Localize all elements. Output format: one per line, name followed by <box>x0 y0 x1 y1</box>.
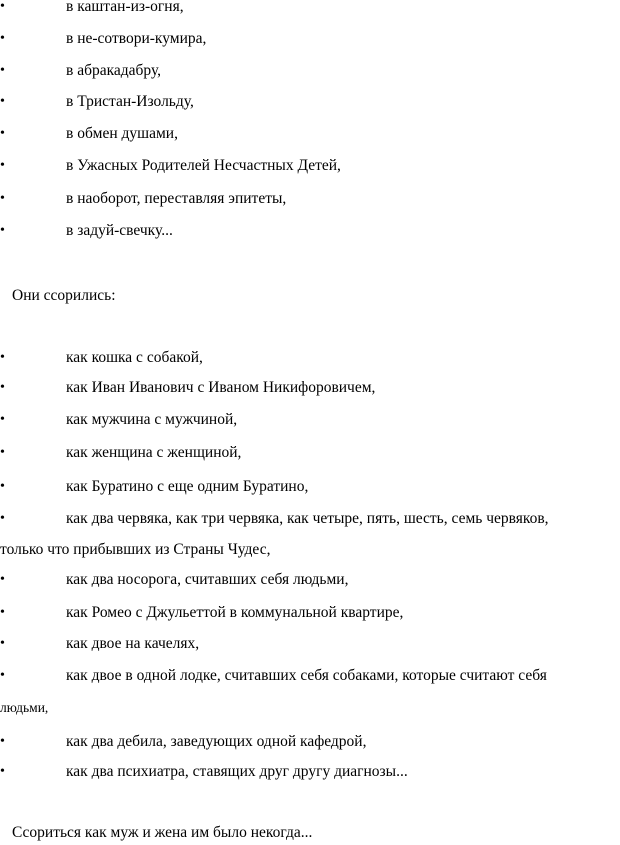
bullet-icon: • <box>0 380 5 395</box>
list-item-continuation: только что прибывших из Страны Чудес, <box>0 541 271 558</box>
bullet-icon: • <box>0 191 5 206</box>
bullet-icon: • <box>0 63 5 78</box>
bullet-icon: • <box>0 412 5 427</box>
list-item-continuation: людьми, <box>0 700 49 715</box>
bullet-icon: • <box>0 511 5 526</box>
bullet-icon: • <box>0 94 5 109</box>
bullet-icon: • <box>0 126 5 141</box>
list-item-text: как двое в одной лодке, считавших себя собаками, которые считают себя <box>66 667 547 684</box>
bullet-icon: • <box>0 572 5 587</box>
list-item-text: в обмен душами, <box>66 125 178 142</box>
list-item-text: в Ужасных Родителей Несчастных Детей, <box>66 157 341 174</box>
list-item-text: в абракадабру, <box>66 62 162 79</box>
bullet-icon: • <box>0 764 5 779</box>
paragraph: Ссориться как муж и жена им было некогда... <box>12 824 313 841</box>
list-item-text: в не-сотвори-кумира, <box>66 30 207 47</box>
bullet-icon: • <box>0 668 5 683</box>
list-item-text: как мужчина с мужчиной, <box>66 411 238 428</box>
list-item-text: в каштан-из-огня, <box>66 0 184 15</box>
list-item-text: как кошка с собакой, <box>66 349 203 366</box>
bullet-icon: • <box>0 605 5 620</box>
bullet-icon: • <box>0 223 5 238</box>
list-item-text: в наоборот, переставляя эпитеты, <box>66 190 287 207</box>
list-item-text: как два носорога, считавших себя людьми, <box>66 571 349 588</box>
bullet-icon: • <box>0 158 5 173</box>
list-item-text: как два дебила, заведующих одной кафедрой, <box>66 733 367 750</box>
bullet-icon: • <box>0 734 5 749</box>
list-item-text: как Буратино с еще одним Буратино, <box>66 478 309 495</box>
list-item-text: как Иван Иванович с Иваном Никифоровичем, <box>66 379 376 396</box>
list-item-text: в Тристан-Изольду, <box>66 93 194 110</box>
bullet-icon: • <box>0 445 5 460</box>
list-item-text: как два психиатра, ставящих друг другу диагнозы... <box>66 763 408 780</box>
bullet-icon: • <box>0 636 5 651</box>
bullet-icon: • <box>0 31 5 46</box>
list-item-text: как два червяка, как три червяка, как четыре, пять, шесть, семь червяков, <box>66 510 549 527</box>
list-item-text: как женщина с женщиной, <box>66 444 242 461</box>
paragraph: Они ссорились: <box>12 287 116 304</box>
bullet-icon: • <box>0 350 5 365</box>
bullet-icon: • <box>0 479 5 494</box>
list-item-text: в задуй-свечку... <box>66 222 173 239</box>
bullet-icon: • <box>0 0 5 14</box>
list-item-text: как двое на качелях, <box>66 635 200 652</box>
list-item-text: как Ромео с Джульеттой в коммунальной квартире, <box>66 604 404 621</box>
